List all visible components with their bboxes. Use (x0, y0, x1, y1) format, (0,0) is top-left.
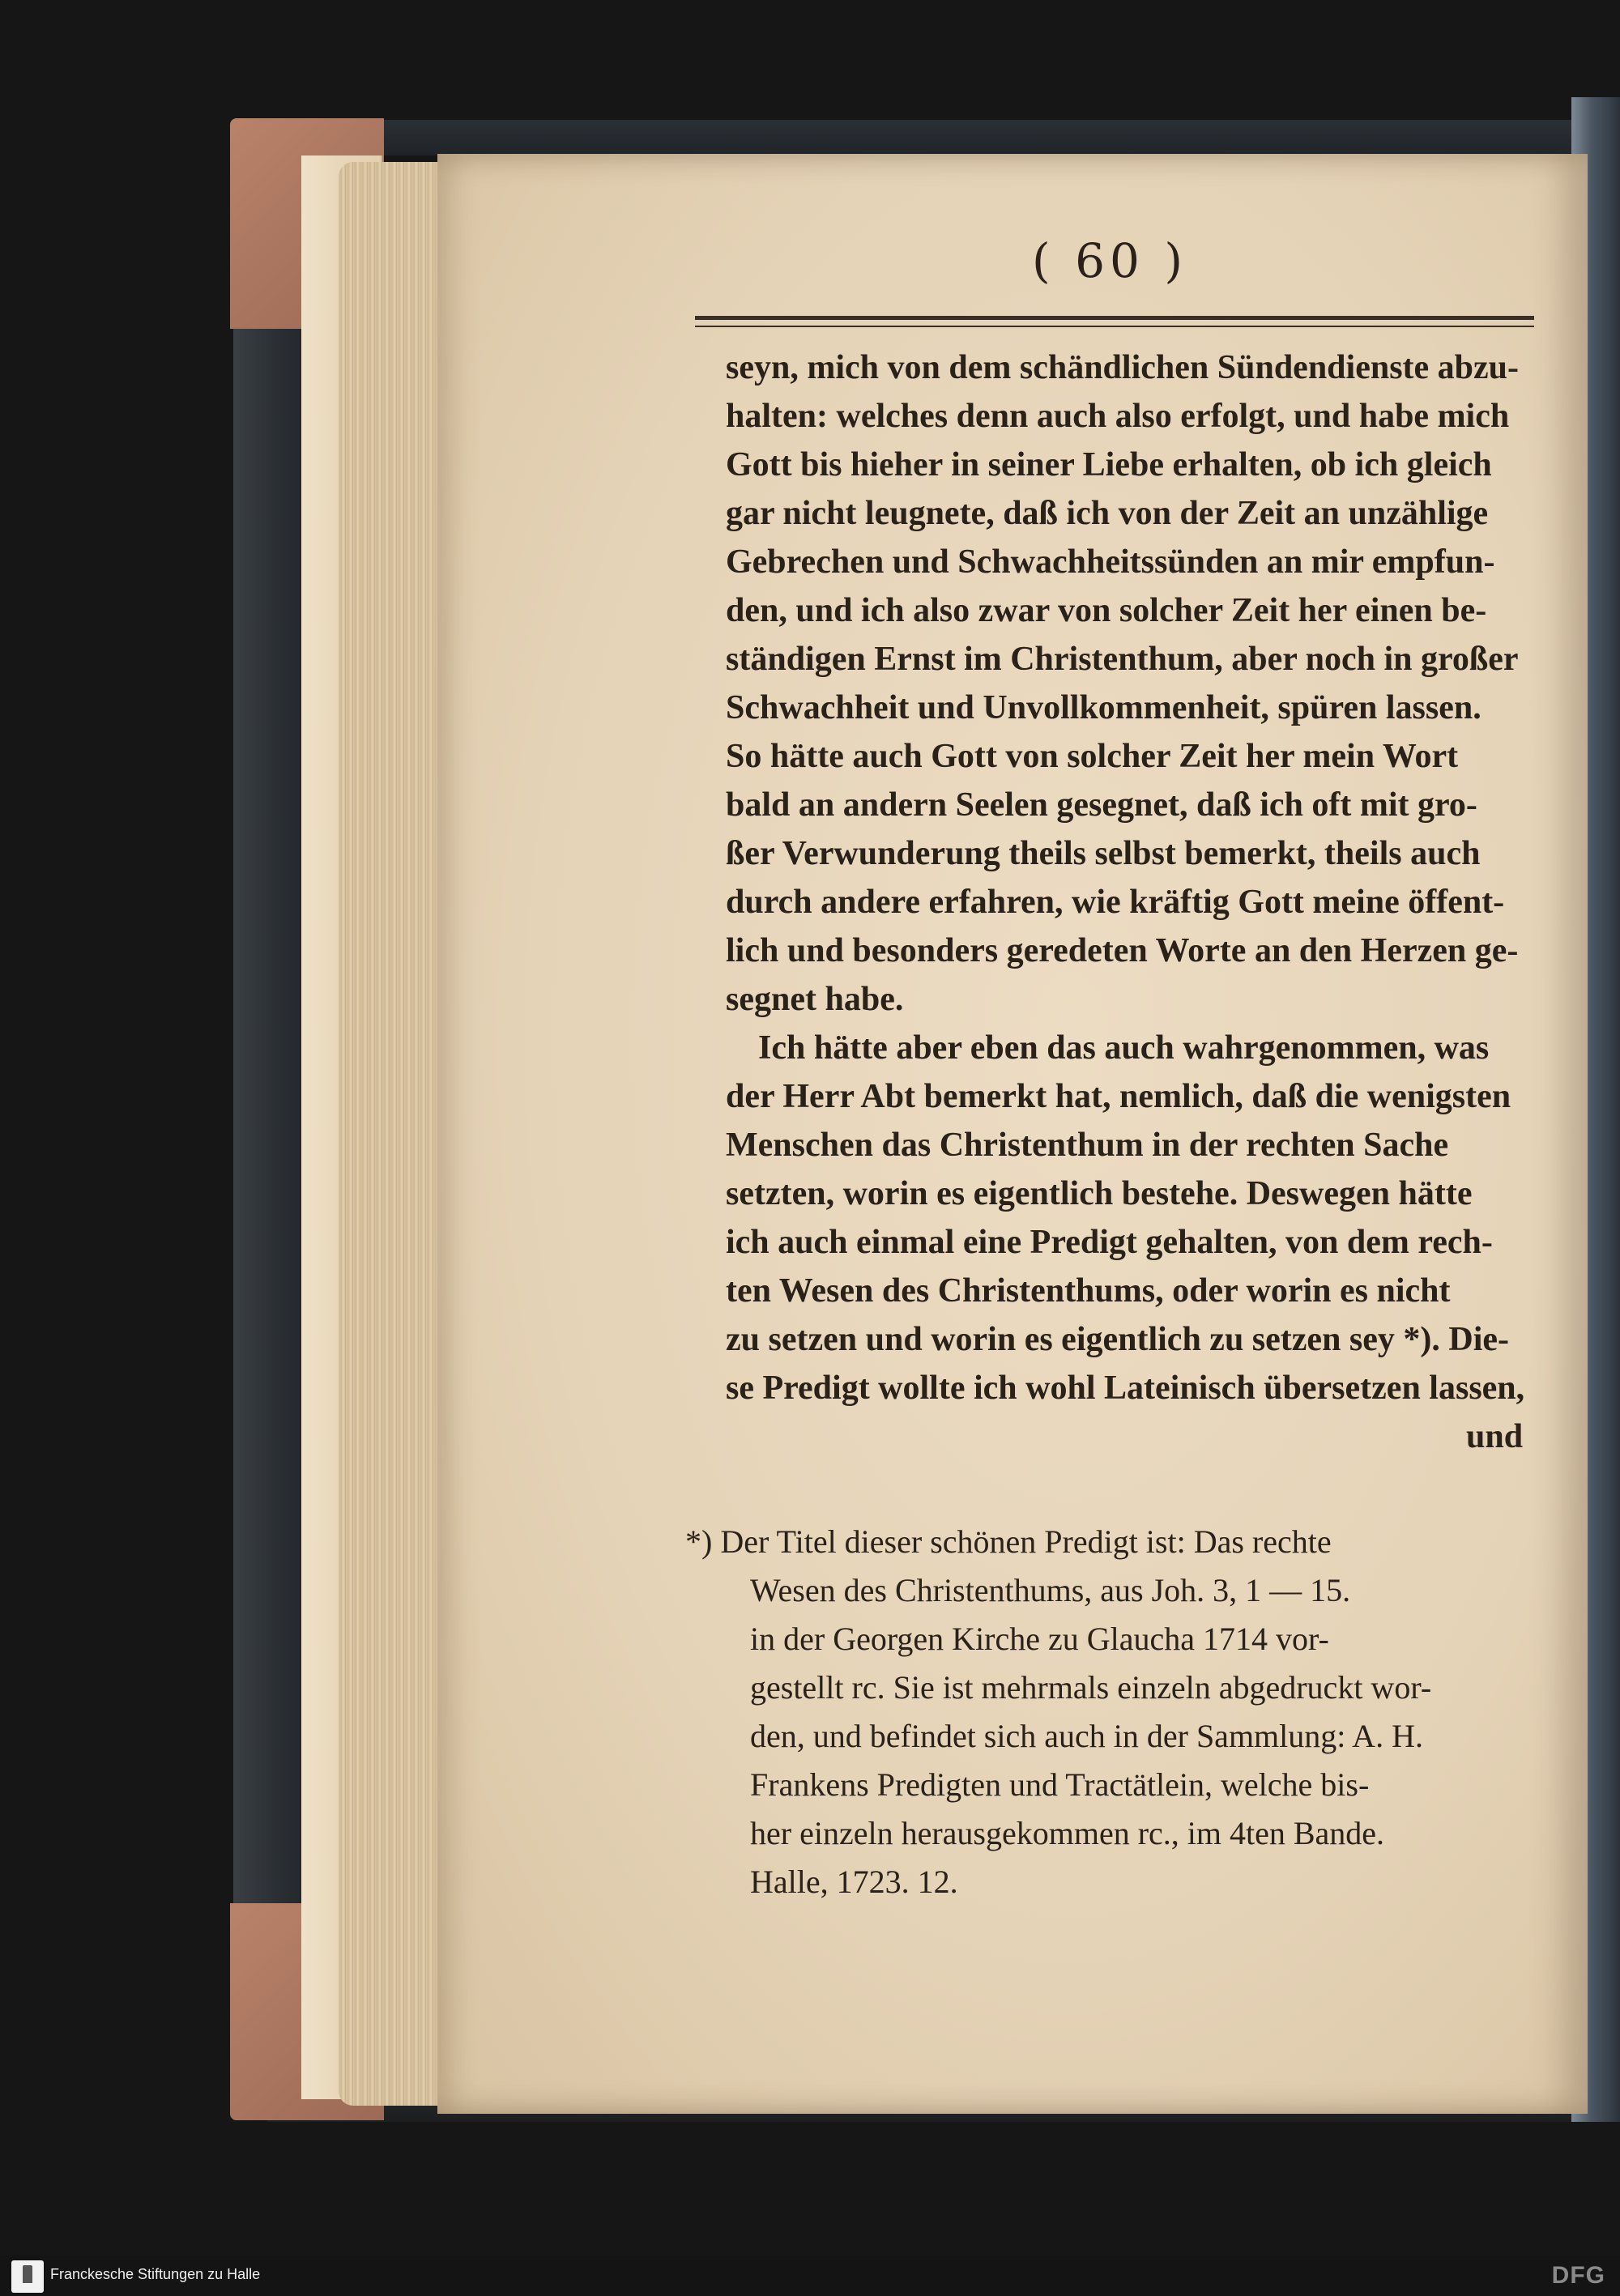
footnote-line: den, und befindet sich auch in der Sammlung: A. H. (750, 1718, 1423, 1754)
footnote-line: Frankens Predigten und Tractätlein, welche bis- (750, 1766, 1370, 1803)
body-line: se Predigt wollte ich wohl Lateinisch übersetzen lassen, (726, 1370, 1525, 1407)
body-line: Gott bis hieher in seiner Liebe erhalten, ob ich gleich (726, 446, 1492, 483)
page-number: ( 60 ) (1032, 233, 1187, 288)
body-line: setzten, worin es eigentlich bestehe. Deswegen hätte (726, 1175, 1473, 1212)
footnote-line: *) Der Titel dieser schönen Predigt ist: Das rechte (685, 1523, 1332, 1560)
dfg-badge: DFG (1551, 2262, 1605, 2289)
cover-board-top (267, 120, 1620, 155)
body-line: halten: welches denn auch also erfolgt, und habe mich (726, 398, 1510, 435)
body-line: bald an andern Seelen gesegnet, daß ich oft mit gro- (726, 786, 1477, 824)
body-line: gar nicht leugnete, daß ich von der Zeit an unzählige (726, 495, 1489, 532)
footnote-line: her einzeln herausgekommen rc., im 4ten Bande. (750, 1815, 1385, 1851)
body-line: den, und ich also zwar von solcher Zeit her einen be- (726, 592, 1487, 629)
body-line: Gebrechen und Schwachheitssünden an mir empfun- (726, 543, 1495, 581)
body-line: Schwachheit und Unvollkommenheit, spüren lassen. (726, 689, 1481, 726)
catchword: und (1466, 1418, 1524, 1455)
cover-board-left (233, 120, 308, 2120)
body-line: seyn, mich von dem schändlichen Sündendienste abzu- (726, 349, 1520, 386)
body-line: Ich hätte aber eben das auch wahrgenommen, was (758, 1029, 1490, 1067)
body-line: ßer Verwunderung theils selbst bemerkt, theils auch (726, 835, 1481, 872)
footnote-line: in der Georgen Kirche zu Glaucha 1714 vor- (750, 1621, 1329, 1657)
body-line: lich und besonders geredeten Worte an den Herzen ge- (726, 932, 1519, 969)
body-line: der Herr Abt bemerkt hat, nemlich, daß die wenigsten (726, 1078, 1511, 1115)
footnote-line: gestellt rc. Sie ist mehrmals einzeln abgedruckt wor- (750, 1669, 1432, 1706)
body-line: ständigen Ernst im Christenthum, aber noch in großer (726, 641, 1519, 678)
footnote-line: Wesen des Christenthums, aus Joh. 3, 1 — 15. (750, 1572, 1351, 1608)
body-line: zu setzen und worin es eigentlich zu setzen sey *). Die- (726, 1321, 1510, 1358)
body-line: ich auch einmal eine Predigt gehalten, von dem rech- (726, 1224, 1493, 1261)
institution-name: Franckesche Stiftungen zu Halle (50, 2266, 261, 2282)
body-line: segnet habe. (726, 981, 904, 1018)
institution-logo-icon (11, 2260, 44, 2293)
body-line: ten Wesen des Christenthums, oder worin es nicht (726, 1272, 1451, 1310)
body-line: So hätte auch Gott von solcher Zeit her mein Wort (726, 738, 1459, 775)
header-rule-thin (695, 326, 1534, 327)
footnote-line: Halle, 1723. 12. (750, 1864, 958, 1900)
body-line: Menschen das Christenthum in der rechten Sache (726, 1127, 1449, 1164)
body-line: durch andere erfahren, wie kräftig Gott meine öffent- (726, 884, 1505, 921)
header-rule (695, 316, 1534, 320)
